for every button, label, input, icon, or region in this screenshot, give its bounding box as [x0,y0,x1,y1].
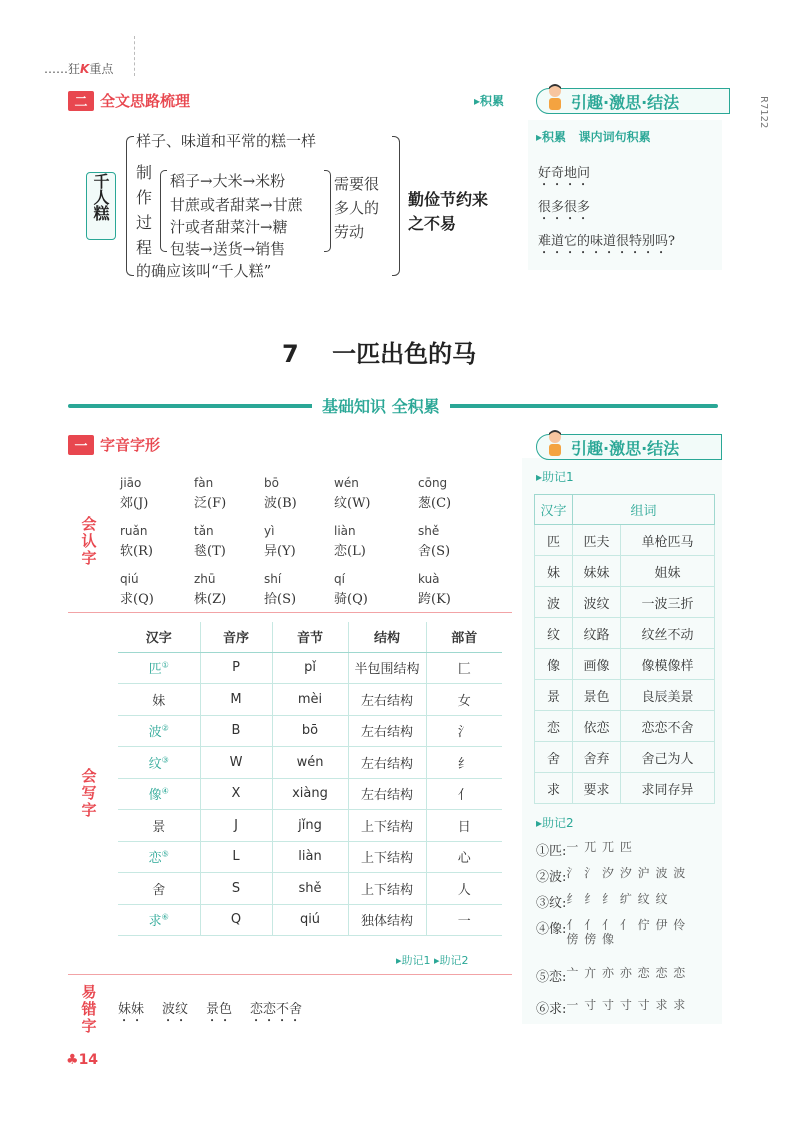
stroke-order-item [536,966,686,985]
column-header: 汉字 [535,495,573,525]
structure-cell [348,715,426,747]
hanzi-cell: 纹 [535,618,573,649]
error-label: 易错字 [81,983,97,1035]
sequence-cell-text: P [232,660,240,676]
hanzi: 异(Y) [264,544,296,559]
recognize-item [194,572,274,607]
recognize-item [264,524,344,559]
sequence-cell [200,841,272,873]
right-top-subheading [536,128,651,145]
stroke-label: ①匹: [536,844,567,859]
word-cell: 求同存异 [621,773,715,804]
section2-heading [68,90,190,111]
sequence-cell-text: S [231,880,241,896]
outline-topic: 千人糕 [91,173,110,221]
column-header: 汉字 [118,622,200,652]
hanzi-cell: 舍 [535,742,573,773]
pinyin-cell-text: jǐng [298,817,322,833]
hanzi: 株(Z) [194,592,227,607]
outline-close-bracket [392,136,400,276]
phrase-1: 好奇地问 [538,166,591,181]
structure-cell-text: 独体结构 [360,914,413,930]
radical-cell-text: 一 [457,914,471,930]
footnote-marker: ② [161,723,169,733]
table-row [118,810,502,842]
stroke-sequence: 亠 亣 亦 亦 恋 恋 恋 [566,966,687,980]
right-top-banner [536,88,730,114]
pinyin: shí [264,572,282,586]
hanzi: 纹(W) [334,496,371,511]
footnote-marker: ① [161,660,169,670]
right-bottom-banner-text: 引趣·激思·结法 [571,438,680,458]
recognize-label: 会认字 [81,515,97,567]
radical-cell-text: 亻 [457,788,471,804]
radical-cell-text: 人 [457,882,471,898]
error-word: 景色 [206,1002,233,1017]
structure-cell-text: 左右结构 [360,756,413,772]
hanzi-cell-text: 求 [148,914,162,930]
hanzi-cell: 波 [535,587,573,618]
lesson-title [282,334,476,369]
word-cell: 要求 [573,773,621,804]
word-cell: 景色 [573,680,621,711]
right-bottom-banner [536,434,722,460]
footnote-marker: ③ [161,755,169,765]
pinyin-cell-text: pǐ [304,660,316,676]
word-cell: 一波三折 [621,587,715,618]
hanzi-cell-text: 舍 [152,882,166,898]
table-header-row [535,495,715,525]
header-dashed-line [134,36,135,76]
aid1-label: ▸助记1 [536,470,574,484]
recognize-item [334,572,414,607]
hanzi-cell-text: 妹 [152,693,166,709]
structure-cell-text: 半包围结构 [354,662,420,678]
stroke-order-item [536,918,686,946]
hanzi-cell: 匹 [535,525,573,556]
outline-step-3: 汁或者甜菜汁→糖 [170,218,288,236]
structure-cell [348,810,426,842]
sequence-cell [200,778,272,810]
right-top-sub-tag: ▸积累 [536,130,567,144]
structure-cell [348,873,426,905]
radical-cell [426,652,502,684]
outline-step-2: 甘蔗或者甜菜→甘蔗 [170,196,303,214]
table-row [535,649,715,680]
recognize-item [334,524,414,559]
hanzi: 软(R) [120,544,153,559]
sequence-cell [200,873,272,905]
hanzi-cell: 像 [535,649,573,680]
structure-cell-text: 上下结构 [360,851,413,867]
pinyin: shě [418,524,440,538]
word-cell: 妹妹 [573,556,621,587]
radical-cell-text: 氵 [457,725,471,741]
structure-cell [348,841,426,873]
recognize-item [334,476,414,511]
table-row [118,747,502,779]
pinyin-cell [272,747,348,779]
hanzi: 波(B) [264,496,297,511]
structure-cell-text: 上下结构 [360,819,413,835]
radical-cell [426,684,502,716]
hanzi-cell-text: 景 [152,819,166,835]
word-cell: 纹路 [573,618,621,649]
stroke-label: ⑤恋: [536,970,567,985]
column-header: 组词 [573,495,715,525]
pinyin: liàn [334,524,356,538]
structure-cell [348,652,426,684]
error-words [118,998,302,1025]
pinyin: yì [264,524,275,538]
pinyin: jiāo [120,476,142,490]
sequence-cell [200,715,272,747]
hanzi-cell-text: 波 [148,725,162,741]
sequence-cell-text: L [232,849,240,865]
leaf-icon: ♣ [66,1052,79,1068]
word-cell: 单枪匹马 [621,525,715,556]
outline-main-bracket [126,136,134,276]
radical-cell-text: 纟 [457,756,471,772]
lesson-number: 7 [282,340,299,368]
hanzi-cell [118,841,200,873]
table-row [118,715,502,747]
pinyin-cell [272,652,348,684]
hanzi-cell [118,652,200,684]
stroke-sequence: 亻 亻 亻 亻 佇 伊 伶 傍 傍 像 [566,918,687,946]
hanzi-cell [118,715,200,747]
recognize-item [194,476,274,511]
pinyin-cell-text: shě [298,880,322,896]
column-header: 结构 [348,622,426,652]
structure-cell-text: 左右结构 [360,693,413,709]
student-avatar-icon [543,429,567,459]
hanzi: 拾(S) [264,592,297,607]
word-cell: 像模像样 [621,649,715,680]
stroke-order-item [536,998,686,1017]
word-cell: 画像 [573,649,621,680]
pinyin-cell-text: bō [301,723,319,739]
word-cell: 姐妹 [621,556,715,587]
pinyin: bō [264,476,279,490]
table-header-row [118,622,502,652]
pinyin-cell [272,715,348,747]
footnote-marker: ⑥ [161,912,169,922]
error-word: 恋恋不舍 [250,1002,303,1017]
side-code: R7122 [758,96,769,129]
pinyin: qí [334,572,345,586]
outline-step-4: 包装→送货→销售 [170,240,286,258]
radical-cell [426,747,502,779]
recognize-item [418,476,498,511]
hanzi-cell [118,810,200,842]
write-characters-table [118,622,502,936]
pinyin-cell [272,904,348,936]
table-row [535,618,715,649]
structure-cell-text: 上下结构 [360,882,413,898]
sequence-cell-text: J [234,817,238,833]
footnote-marker: ④ [161,786,169,796]
radical-cell [426,778,502,810]
stroke-label: ⑥求: [536,1002,567,1017]
pinyin-cell-text: xiàng [292,786,328,802]
pinyin: qiú [120,572,139,586]
structure-cell-text: 左右结构 [360,725,413,741]
radical-cell-text: 匚 [457,662,471,678]
outline-process-bracket [160,170,167,252]
section1-number: 一 [68,435,94,455]
hanzi-cell: 恋 [535,711,573,742]
recognize-item [120,524,200,559]
recognize-item [264,476,344,511]
radical-cell [426,810,502,842]
pinyin: fàn [194,476,214,490]
sequence-cell-text: X [231,786,241,802]
table-row [535,525,715,556]
table-row [118,841,502,873]
write-table-body [118,652,502,936]
section1-title: 字音字形 [100,436,161,454]
section-separator [68,612,512,613]
pinyin-cell-text: qiú [299,912,321,928]
hanzi-cell: 景 [535,680,573,711]
hanzi-cell [118,747,200,779]
table-row [535,680,715,711]
recognize-item [418,524,498,559]
hanzi-cell-text: 纹 [148,756,162,772]
page-number-text: 14 [78,1052,99,1068]
recognize-item [264,572,344,607]
structure-cell [348,778,426,810]
error-word: 妹妹 [118,1002,145,1017]
radical-cell [426,873,502,905]
word-cell: 纹丝不动 [621,618,715,649]
structure-cell [348,747,426,779]
recognize-item [120,476,200,511]
word-cell: 匹夫 [573,525,621,556]
sequence-cell [200,810,272,842]
page-number [66,1052,98,1068]
footnote-marker: ⑤ [161,849,169,859]
pinyin-cell-text: liàn [298,849,322,865]
pinyin-cell [272,778,348,810]
radical-cell [426,715,502,747]
word-cell: 恋恋不舍 [621,711,715,742]
sequence-cell [200,904,272,936]
word-table [534,494,715,804]
column-header: 音序 [200,622,272,652]
word-cell: 依恋 [573,711,621,742]
pinyin: ruǎn [120,524,148,538]
hanzi: 骑(Q) [334,592,368,607]
column-header: 音节 [272,622,348,652]
hanzi: 郊(J) [120,496,149,511]
table-row [118,778,502,810]
aid2-label: ▸助记2 [536,816,574,830]
stroke-sequence: 纟 纟 纟 纩 纹 纹 [566,892,669,906]
table-row [118,684,502,716]
hanzi-cell: 妹 [535,556,573,587]
table-row [118,904,502,936]
logo-prefix: 狂 [68,62,81,76]
table-row [535,587,715,618]
section2-title: 全文思路梳理 [100,92,191,110]
pinyin: cōng [418,476,448,490]
student-avatar-icon [543,83,567,113]
recognize-item [194,524,274,559]
stroke-sequence: 一 兀 兀 匹 [566,840,633,854]
pinyin: wén [334,476,359,490]
hanzi-cell-text: 恋 [148,851,162,867]
outline-conclusion: 勤俭节约来之不易 [408,190,489,233]
table-row [535,742,715,773]
right-top-tag: ▸积累 [474,94,505,108]
pinyin: tǎn [194,524,214,538]
outline-line1: 样子、味道和平常的糕一样 [136,132,317,150]
word-table-body [535,525,715,804]
hanzi-cell-text: 匹 [148,662,162,678]
pinyin: kuà [418,572,440,586]
table-row [535,711,715,742]
sequence-cell [200,652,272,684]
section2-number: 二 [68,91,94,111]
radical-cell [426,904,502,936]
error-word: 波纹 [162,1002,189,1017]
stroke-sequence: 氵 氵 汐 汐 沪 波 波 [566,866,687,880]
sequence-cell [200,684,272,716]
radical-cell-text: 女 [457,693,471,709]
brand-logo: ……狂K重点 [44,62,114,76]
pinyin-cell-text: wén [296,754,324,770]
phrase-3: 难道它的味道很特别吗? [538,234,675,249]
hanzi-cell: 求 [535,773,573,804]
lesson-title-text: 一匹出色的马 [332,340,477,368]
sequence-cell-text: M [230,691,242,707]
hanzi-cell [118,873,200,905]
column-header: 部首 [426,622,502,652]
sequence-cell-text: W [229,754,243,770]
logo-k: K [80,62,90,76]
hanzi: 恋(L) [334,544,366,559]
table-row [118,652,502,684]
section-divider-title: 基础知识 全积累 [312,394,450,417]
stroke-label: ④像: [536,922,567,937]
hanzi-cell [118,904,200,936]
word-cell: 良辰美景 [621,680,715,711]
stroke-sequence: 一 寸 寸 寸 寸 求 求 [566,998,687,1012]
logo-suffix: 重点 [89,62,114,76]
hanzi: 求(Q) [120,592,154,607]
structure-cell [348,684,426,716]
stroke-order-item [536,866,686,885]
hanzi: 泛(F) [194,496,227,511]
word-cell: 舍弃 [573,742,621,773]
right-top-banner-text: 引趣·激思·结法 [571,92,680,112]
table-row [535,556,715,587]
table-row [118,873,502,905]
hanzi-cell [118,684,200,716]
pinyin-cell [272,841,348,873]
pinyin-cell-text: mèi [297,691,323,707]
stroke-label: ②波: [536,870,567,885]
stroke-order-item [536,892,668,911]
phrase-2: 很多很多 [538,200,591,215]
word-cell: 波纹 [573,587,621,618]
table-row [535,773,715,804]
outline-process-label: 制作过程 [136,163,153,257]
outline-step-1: 稻子→大米→米粉 [170,172,286,190]
stroke-label: ③纹: [536,896,567,911]
pinyin-cell [272,684,348,716]
sequence-cell-text: B [231,723,241,739]
write-label: 会写字 [81,767,97,819]
outline-process-close-bracket [324,170,331,252]
radical-cell-text: 心 [457,851,471,867]
right-top-sub-title: 课内词句积累 [578,130,651,144]
hanzi-cell [118,778,200,810]
hanzi: 跨(K) [418,592,451,607]
recognize-item [120,572,200,607]
section-separator [68,974,512,975]
structure-cell-text: 左右结构 [360,788,413,804]
structure-cell [348,904,426,936]
sequence-cell-text: Q [230,912,242,928]
hanzi-cell-text: 像 [148,788,162,804]
aid-links[interactable]: ▸助记1 ▸助记2 [396,954,469,967]
pinyin: zhū [194,572,216,586]
pinyin-cell [272,810,348,842]
hanzi: 毯(T) [194,544,226,559]
stroke-order-item [536,840,633,859]
sequence-cell [200,747,272,779]
outline-need: 需要很多人的劳动 [334,175,380,241]
radical-cell-text: 日 [457,819,471,835]
hanzi: 葱(C) [418,496,452,511]
recognize-item [418,572,498,607]
section1-heading [68,434,160,455]
word-cell: 舍己为人 [621,742,715,773]
outline-line-last: 的确应该叫“千人糕” [136,262,272,280]
pinyin-cell [272,873,348,905]
radical-cell [426,841,502,873]
hanzi: 舍(S) [418,544,451,559]
